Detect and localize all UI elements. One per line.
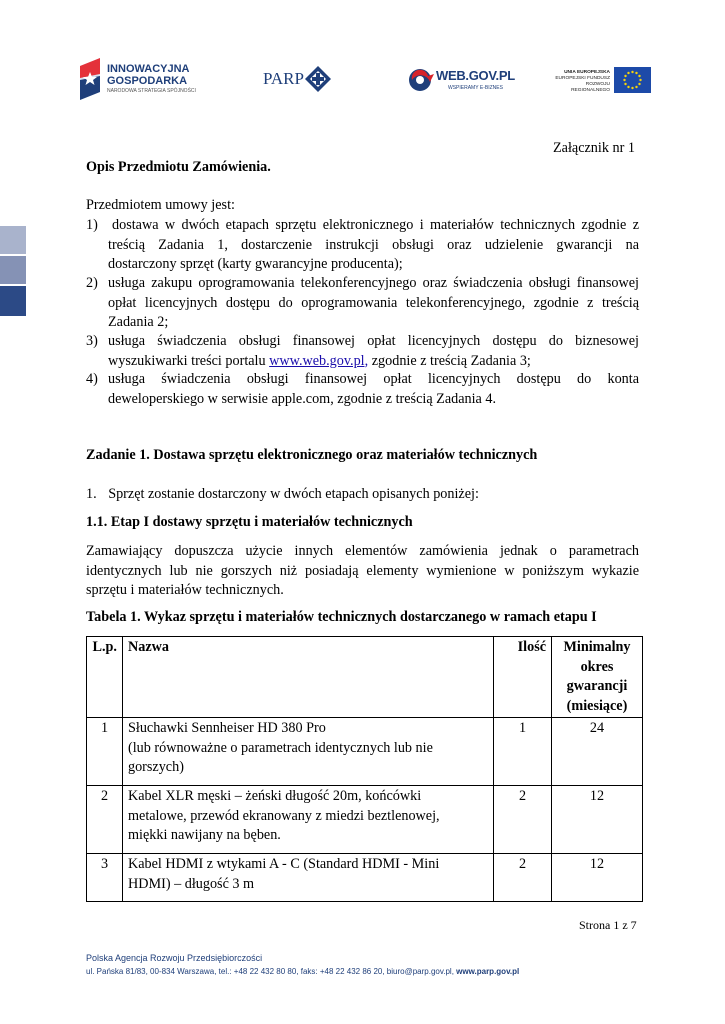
table-row	[87, 854, 643, 902]
row-name	[122, 854, 493, 902]
footer-org: Polska Agencja Rozwoju Przedsiębiorczości	[86, 953, 263, 963]
table-caption: Tabela 1. Wykaz sprzętu i materiałów technicznych dostarczanego w ramach etapu I	[86, 609, 597, 625]
flag-star-icon	[80, 58, 102, 100]
row-qty: 2	[494, 786, 552, 854]
row-warranty: 12	[552, 786, 643, 854]
header-warranty-line: (miesiące)	[566, 697, 628, 714]
logo1-line2: GOSPODARKA	[107, 75, 188, 87]
list-item-line: usługa zakupu oprogramowania telekonferencyjnego oraz świadczenia obsługi finansowej	[108, 275, 639, 291]
list-item-number: 1)	[86, 217, 98, 233]
list-item-line: treścią Zadania 1, dostarczenie instrukcji obsługi oraz udzielenie gwarancji na	[108, 236, 639, 253]
table-row	[87, 718, 643, 786]
doc-title: Opis Przedmiotu Zamówienia.	[86, 159, 271, 175]
row-name-line: (lub równoważne o parametrach identycznych lub nie	[127, 739, 433, 756]
eu-logo	[546, 67, 652, 93]
row-name-line: Słuchawki Sennheiser HD 380 Pro	[127, 720, 326, 736]
header-name: Nazwa	[122, 637, 493, 718]
logo1-line1: INNOWACYJNA	[107, 63, 190, 75]
eu-line1: UNIA EUROPEJSKA	[564, 70, 610, 75]
row-lp: 2	[87, 786, 123, 854]
row-qty: 2	[494, 854, 552, 902]
list-item-number: 3)	[86, 333, 98, 349]
eu-line3: ROZWOJU REGIONALNEGO	[571, 82, 610, 93]
innowacyjna-gospodarka-logo	[80, 58, 200, 100]
row-lp: 1	[87, 718, 123, 786]
list-item-line: zgodnie z treścią Zadania 3;	[368, 352, 531, 369]
row-name-line: Kabel HDMI z wtykami A - C (Standard HDMI - Mini	[127, 856, 440, 872]
webgov-link[interactable]: www.web.gov.pl,	[269, 352, 369, 369]
row-warranty: 24	[552, 718, 643, 786]
row-name-line: gorszych)	[127, 759, 184, 775]
point-1	[86, 485, 479, 505]
row-lp: 3	[87, 854, 123, 902]
paragraph-line: identycznych lub nie gorszych niż posiadają elementy wymienione w poniższym wykazie	[86, 562, 639, 579]
list-item-line: wyszukiwarki treści portalu	[108, 352, 270, 369]
intro-text: Przedmiotem umowy jest:	[86, 197, 235, 213]
row-name-line: Kabel XLR męski – żeński długość 20m, końcówki	[127, 788, 422, 804]
annex-label: Załącznik nr 1	[553, 140, 635, 156]
page-number: Strona 1 z 7	[579, 918, 637, 932]
list-item-line: Zadania 2;	[108, 314, 169, 330]
list-item-line: dostawa w dwóch etapach sprzętu elektronicznego i materiałów technicznych zgodnie z	[112, 217, 639, 233]
paragraph-line: sprzętu i materiałów technicznych.	[86, 582, 284, 598]
row-name	[122, 786, 493, 854]
task1-heading: Zadanie 1. Dostawa sprzętu elektronicznego oraz materiałów technicznych	[86, 447, 538, 463]
paragraph	[86, 542, 639, 601]
webgov-sub: WSPIERAMY E-BIZNES	[448, 85, 503, 91]
paragraph-line: Zamawiający dopuszcza użycie innych elementów zamówienia jednak o parametrach	[86, 543, 639, 559]
equipment-table	[86, 636, 643, 902]
header-warranty	[552, 637, 643, 718]
list-item-line: usługa świadczenia obsługi finansowej opłat licencyjnych dostępu do biznesowej	[108, 333, 639, 349]
row-name-line: metalowe, przewód ekranowany z miedzi beztlenowej,	[127, 807, 440, 824]
point-number: 1.	[86, 486, 97, 502]
eu-line2: EUROPEJSKI FUNDUSZ	[555, 76, 610, 81]
footer-address: ul. Pańska 81/83, 00-834 Warszawa, tel.: +48 22 432 80 80, faks: +48 22 432 86 20, biuro@parp.gov.pl,	[86, 967, 457, 976]
side-tab-3	[0, 286, 26, 316]
header-lp: L.p.	[87, 637, 123, 718]
table-header-row	[87, 637, 643, 718]
side-tab-2	[0, 256, 26, 284]
row-warranty: 12	[552, 854, 643, 902]
webgov-swirl-icon	[408, 68, 436, 92]
section-1-1-heading: 1.1. Etap I dostawy sprzętu i materiałów technicznych	[86, 514, 413, 530]
side-tab-1	[0, 226, 26, 254]
parp-diamond-icon	[305, 66, 331, 92]
list-item-line: dostarczony sprzęt (karty gwarancyjne producenta);	[108, 256, 403, 272]
table-row	[87, 786, 643, 854]
row-name	[122, 718, 493, 786]
logo1-line3: NARODOWA STRATEGIA SPÓJNOŚCI	[107, 88, 196, 94]
list-item-line: usługa świadczenia obsługi finansowej opłat licencyjnych dostępu do konta	[108, 371, 639, 387]
footer	[86, 953, 519, 976]
webgovpl-logo	[408, 66, 520, 94]
point-text: Sprzęt zostanie dostarczony w dwóch etapach opisanych poniżej:	[108, 486, 479, 502]
parp-logo-text: PARP	[263, 69, 304, 88]
header-warranty-line: gwarancji	[566, 678, 628, 694]
row-name-line: HDMI) – długość 3 m	[127, 875, 255, 892]
header-qty: Ilość	[494, 637, 552, 718]
header-warranty-line: okres	[580, 658, 614, 675]
footer-site-link[interactable]: www.parp.gov.pl	[456, 967, 520, 976]
list-item-number: 4)	[86, 371, 98, 387]
list-item-number: 2)	[86, 275, 98, 291]
list-item-line: opłat licencyjnych dostępu do oprogramowania telekonferencyjnego, zgodnie z treścią	[108, 294, 639, 311]
eu-flag-icon	[614, 67, 651, 93]
webgov-text: WEB.GOV.PL	[436, 68, 515, 83]
list-item-line: deweloperskiego w serwisie apple.com, zgodnie z treścią Zadania 4.	[108, 390, 497, 407]
row-qty: 1	[494, 718, 552, 786]
header-warranty-line: Minimalny	[563, 639, 631, 655]
row-name-line: miękki nawijany na bęben.	[127, 827, 281, 843]
parp-logo	[263, 66, 343, 94]
